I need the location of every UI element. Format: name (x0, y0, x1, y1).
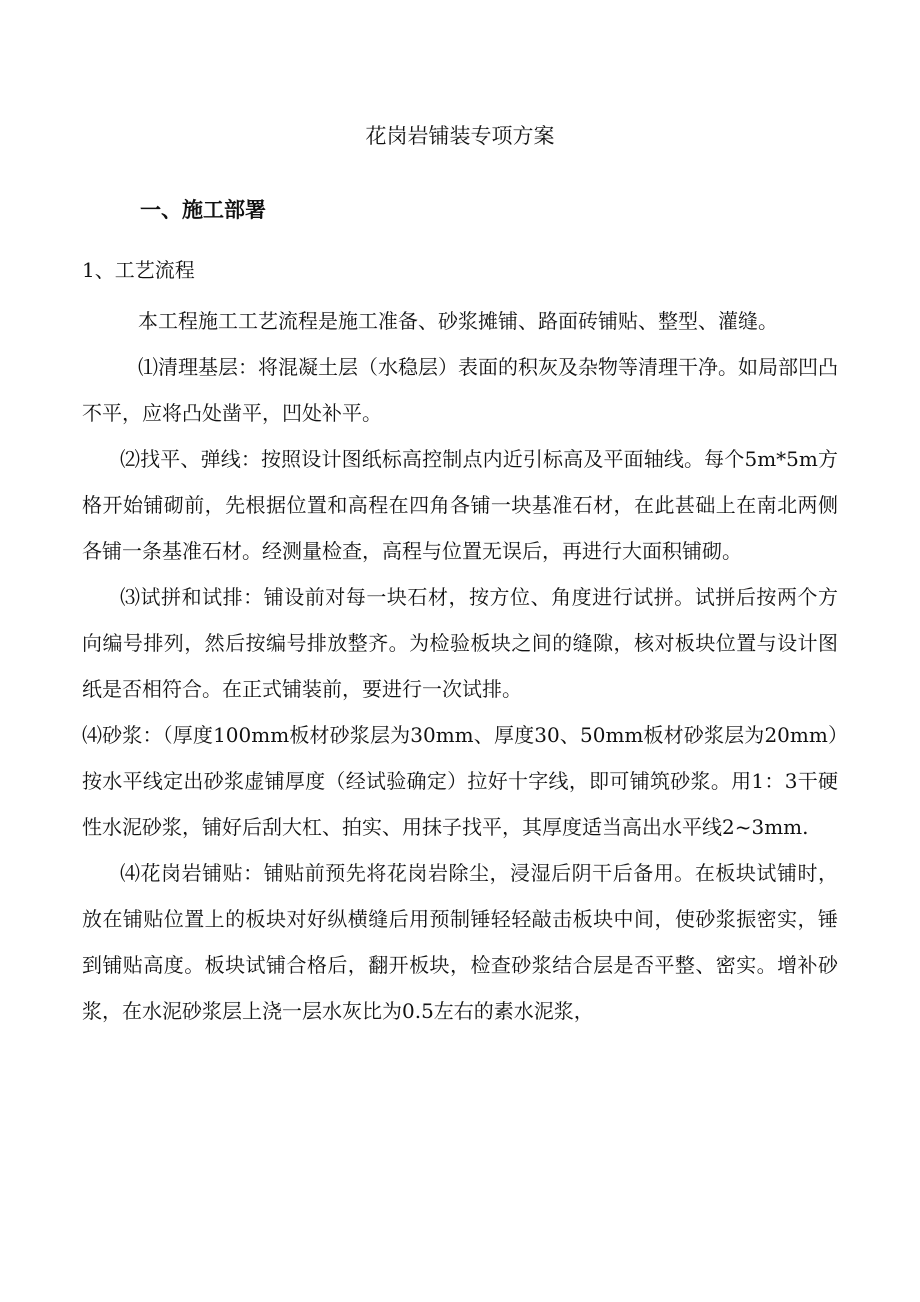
document-title: 花岗岩铺装专项方案 (365, 124, 555, 148)
document-body (82, 298, 838, 1034)
section-heading: 一、施工部署 (140, 198, 266, 222)
paragraph-trial-layout: ⑶试拼和试排：铺设前对每一块石材，按方位、角度进行试拼。试拼后按两个方向编号排列，然后按编号排放整齐。为检验板块之间的缝隙，核对板块位置与设计图纸是否相符合。在正式铺装前，要进行一次试排。 (82, 585, 838, 701)
paragraph-leveling-marking: ⑵找平、弹线：按照设计图纸标高控制点内近引标高及平面轴线。每个5m*5m方格开始铺砌前，先根据位置和高程在四角各铺一块基准石材，在此甚础上在南北两侧各铺一条基准石材。经测量检查，高程与位置无误后，再进行大面积铺砌。 (82, 447, 838, 563)
paragraph-mortar: ⑷砂浆：（厚度100mm板材砂浆层为30mm、厚度30、50mm板材砂浆层为20mm）按水平线定出砂浆虚铺厚度（经试验确定）拉好十字线，即可铺筑砂浆。用1：3干硬性水泥砂浆，铺好后刮大杠、拍实、用抹子找平，其厚度适当高出水平线2~3mm. (82, 723, 838, 839)
paragraph-clean-base: ⑴清理基层：将混凝土层（水稳层）表面的积灰及杂物等清理干净。如局部凹凸不平，应将凸处凿平，凹处补平。 (82, 355, 838, 425)
paragraph-process-overview: 本工程施工工艺流程是施工准备、砂浆摊铺、路面砖铺贴、整型、灌缝。 (138, 309, 778, 333)
subsection-heading: 1、工艺流程 (82, 258, 195, 282)
paragraph-granite-laying: ⑷花岗岩铺贴：铺贴前预先将花岗岩除尘，浸湿后阴干后备用。在板块试铺时，放在铺贴位置上的板块对好纵横缝后用预制锤轻轻敲击板块中间，使砂浆振密实，锤到铺贴高度。板块试铺合格后，翻开板块，检查砂浆结合层是否平整、密实。增补砂浆，在水泥砂浆层上浇一层水灰比为0.5左右的素水泥浆， (82, 861, 838, 1023)
